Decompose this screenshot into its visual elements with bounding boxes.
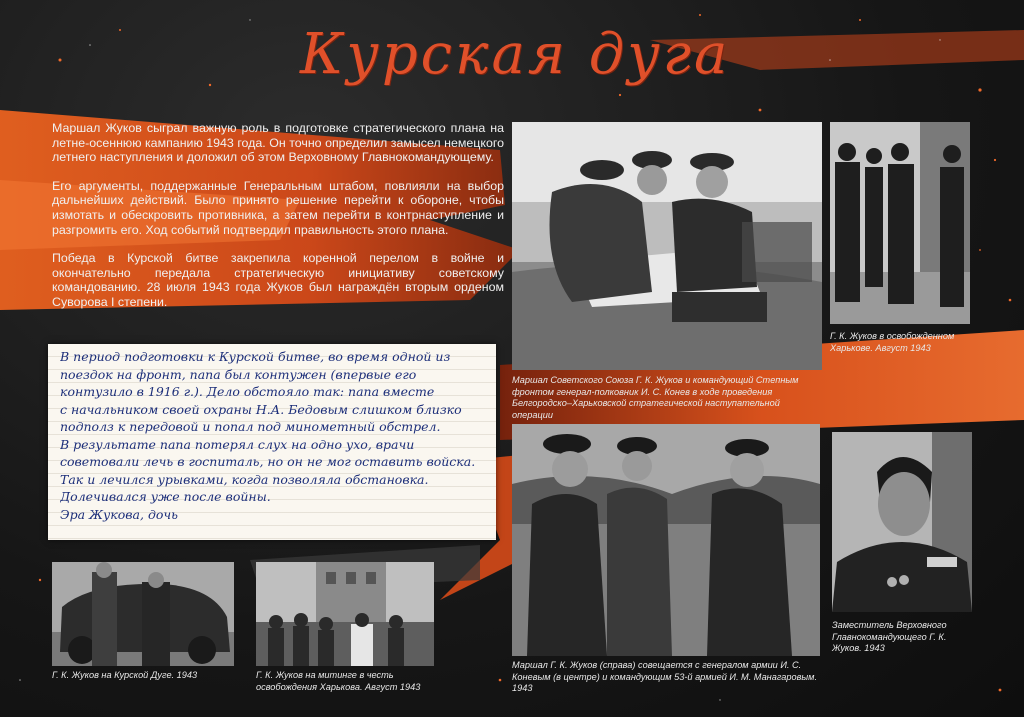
- letter-line: В результате папа потерял слух на одно ухо, врачи: [60, 436, 415, 452]
- caption-car: Г. К. Жуков на Курской Дуге. 1943: [52, 670, 198, 680]
- handwritten-letter: [48, 344, 496, 540]
- letter-signature: Эра Жукова, дочь: [60, 506, 178, 522]
- caption-kharkov: Г. К. Жуков в освобожденном Харькове. Август 1943: [830, 331, 955, 353]
- letter-line: поездок на фронт, папа был контужен (впервые его: [60, 366, 417, 382]
- letter-line: с начальником своей охраны Н.А. Бедовым слишком близко: [60, 401, 462, 417]
- intro-paragraph-3: Победа в Курской битве закрепила коренной перелом в войне и окончательно передала стратегическую инициативу советскому командованию. 28 июля 1943 года Жуков был награждён вторым орденом Суворова I степени.: [52, 251, 504, 309]
- letter-line: Так и лечился урывками, когда позволяла обстановка.: [60, 471, 429, 487]
- photo-rally: [256, 562, 434, 666]
- caption-rally: Г. К. Жуков на митинге в честь освобождения Харькова. Август 1943: [256, 670, 421, 692]
- letter-text: [60, 348, 490, 523]
- photo-car: [52, 562, 234, 666]
- photo-map-study: [512, 122, 822, 370]
- photo-kharkov: [830, 122, 970, 324]
- caption-conference: Маршал Г. К. Жуков (справа) совещается с генералом армии И. С. Коневым (в центре) и командующим 53-й армией И. М. Манагаровым. 1943: [512, 660, 818, 693]
- intro-paragraph-1: Маршал Жуков сыграл важную роль в подготовке стратегического плана на летне-осеннюю кампанию 1943 года. Он точно определил замысел немецкого летнего наступления и доложил об этом Верховному Главнокомандующему.: [52, 121, 504, 165]
- letter-line: советовали лечь в госпиталь, но он не мог оставить войска.: [60, 454, 476, 469]
- photo-portrait: [832, 432, 972, 612]
- caption-map-study: Маршал Советского Союза Г. К. Жуков и командующий Степным фронтом генерал-полковник И. С. Конев в ходе проведения Белгородско–Харьковской стратегической наступательной операции: [512, 375, 799, 420]
- letter-line: подполз к передовой и попал под минометный обстрел.: [60, 419, 441, 434]
- letter-line: В период подготовки к Курской битве, во время одной из: [60, 349, 451, 364]
- photo-conference: [512, 424, 820, 656]
- page-title: Курская дуга: [300, 22, 731, 87]
- letter-line: контузило в 1916 г.). Дело обстояло так: папа вместе: [60, 384, 435, 399]
- letter-line: Долечивался уже после войны.: [60, 489, 271, 504]
- caption-portrait: Заместитель Верховного Главнокомандующего Г. К. Жуков. 1943: [832, 620, 947, 653]
- intro-text: [52, 121, 504, 324]
- intro-paragraph-2: Его аргументы, поддержанные Генеральным штабом, повлияли на выбор дальнейших действий. Было принято решение перейти к обороне, чтобы измотать и обескровить противника, а затем перейти в контрнаступление и разгромить его. Ход событий подтвердил правильность этого плана.: [52, 178, 504, 237]
